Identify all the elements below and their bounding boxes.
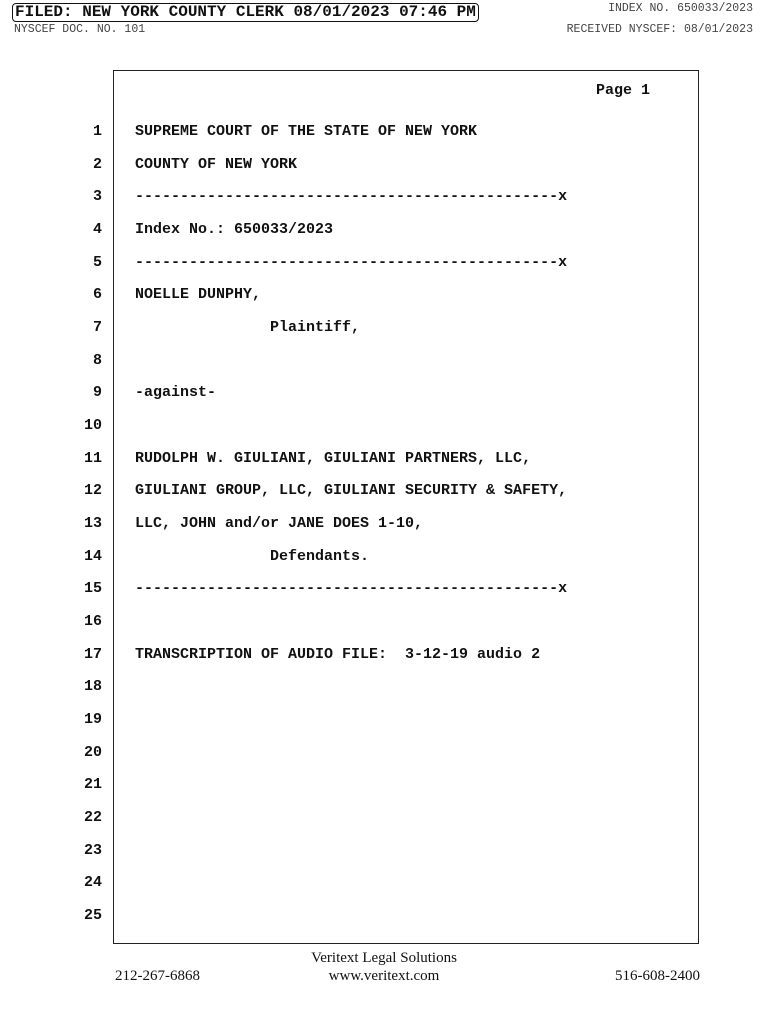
line-number: 24 [83,874,102,891]
line-text: TRANSCRIPTION OF AUDIO FILE: 3-12-19 audio 2 [135,646,541,663]
line-number: 15 [83,580,102,597]
line-text: LLC, JOHN and/or JANE DOES 1-10, [135,515,424,532]
line-number: 19 [83,711,102,728]
filed-stamp: FILED: NEW YORK COUNTY CLERK 08/01/2023 07:46 PM [12,3,479,22]
line-number: 22 [83,809,102,826]
line-number: 8 [92,352,102,369]
line-text: -----------------------------------------------x [135,254,568,271]
line-text: -against- [135,384,217,401]
line-number: 6 [92,286,102,303]
line-number: 18 [83,678,102,695]
footer-phone-left: 212-267-6868 [115,968,200,984]
line-text: RUDOLPH W. GIULIANI, GIULIANI PARTNERS, LLC, [135,450,532,467]
line-text: -----------------------------------------------x [135,580,568,597]
received-date: RECEIVED NYSCEF: 08/01/2023 [566,23,753,36]
line-text: SUPREME COURT OF THE STATE OF NEW YORK [135,123,478,140]
line-text: GIULIANI GROUP, LLC, GIULIANI SECURITY & SAFETY, [135,482,568,499]
line-number: 21 [83,776,102,793]
page-label: Page 1 [596,82,651,99]
line-number: 1 [92,123,102,140]
line-number: 12 [83,482,102,499]
line-number: 13 [83,515,102,532]
line-number: 14 [83,548,102,565]
line-number: 16 [83,613,102,630]
line-number: 4 [92,221,102,238]
line-number: 10 [83,417,102,434]
doc-number: NYSCEF DOC. NO. 101 [14,23,146,36]
footer-website: www.veritext.com [328,968,440,984]
line-number: 2 [92,156,102,173]
footer-phone-right: 516-608-2400 [615,968,700,984]
line-text: COUNTY OF NEW YORK [135,156,298,173]
line-number: 20 [83,744,102,761]
line-text: Plaintiff, [135,319,361,336]
line-number: 23 [83,842,102,859]
line-number: 11 [83,450,102,467]
line-number: 9 [92,384,102,401]
footer-company: Veritext Legal Solutions [311,950,457,966]
line-text: -----------------------------------------------x [135,188,568,205]
index-number: INDEX NO. 650033/2023 [608,2,753,15]
line-number: 25 [83,907,102,924]
line-text: Defendants. [135,548,370,565]
line-number: 17 [83,646,102,663]
line-text: Index No.: 650033/2023 [135,221,334,238]
line-number: 7 [92,319,102,336]
line-number: 5 [92,254,102,271]
line-text: NOELLE DUNPHY, [135,286,262,303]
line-number: 3 [92,188,102,205]
